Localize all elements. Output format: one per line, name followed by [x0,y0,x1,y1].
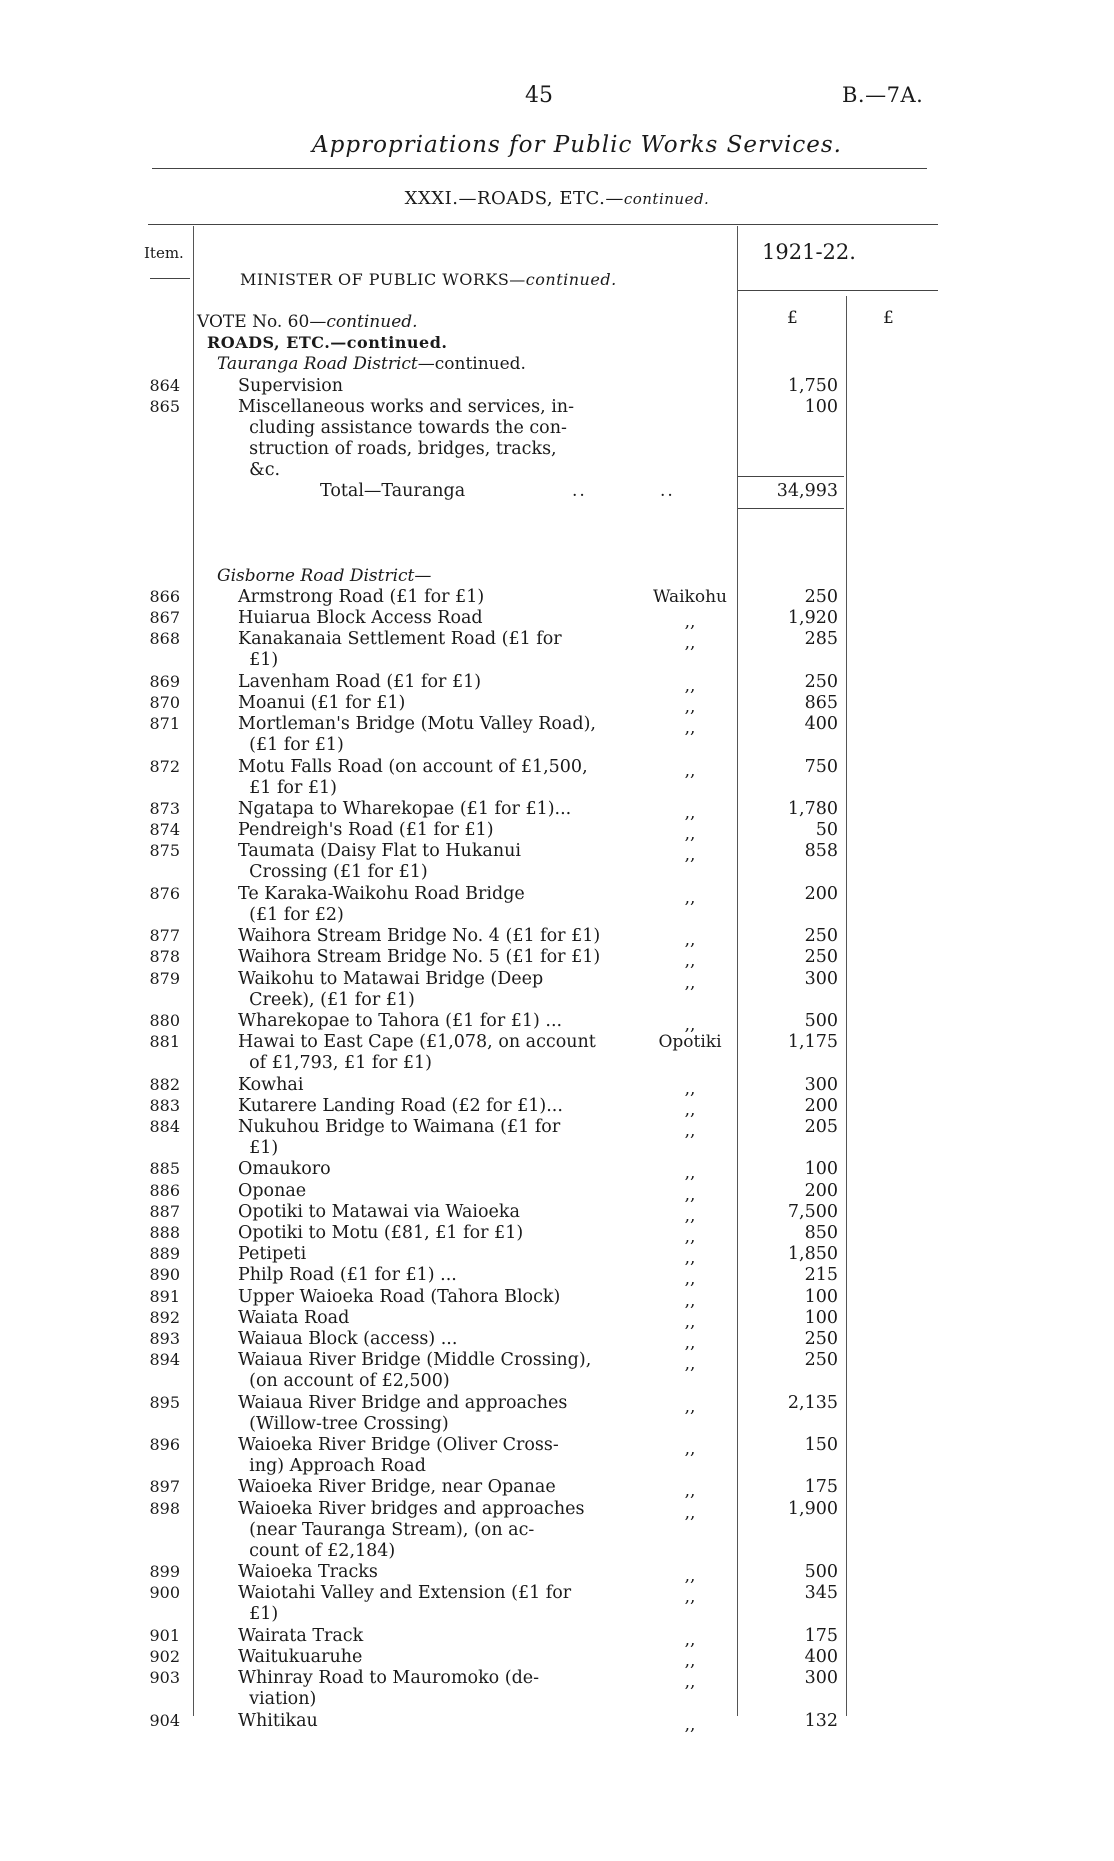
tauranga-total-label: Total—Tauranga [320,481,466,501]
item-description: Supervision [238,376,344,396]
page-title: Appropriations for Public Works Services. [312,132,842,158]
item-column-header: Item. [144,244,184,262]
item-amount: 285 [804,629,838,650]
item-number: 893 [149,1329,180,1348]
item-description: Waiata Road [238,1307,350,1328]
item-county: ,, [684,1248,696,1269]
item-number: 899 [149,1562,180,1582]
item-number: 873 [149,799,180,818]
item-number: 900 [149,1583,180,1603]
item-description: Waiotahi Valley and Extension (£1 for £1) [238,1583,572,1625]
item-description: Upper Waioeka Road (Tahora Block) [238,1286,561,1307]
item-county: ,, [684,1481,696,1502]
item-amount: 1,780 [787,799,838,819]
item-description: Waioeka River Bridge, near Opanae [238,1477,556,1498]
title-rule [152,168,927,169]
item-number: 901 [149,1625,180,1645]
item-number: 871 [149,714,180,734]
item-number: 877 [149,926,180,946]
item-county: ,, [684,1672,696,1693]
item-number: 894 [149,1350,180,1370]
item-description: Waiaua River Bridge and approaches (Willow-tree Crossing) [238,1392,568,1434]
ministry-heading [240,270,617,289]
item-description: Kowhai [238,1074,304,1095]
item-amount: 250 [804,1329,838,1349]
gisborne-district-heading: Gisborne Road District— [217,566,432,586]
item-county: ,, [684,718,696,739]
item-amount: 100 [804,1307,838,1328]
item-county: ,, [684,1099,696,1120]
ministry-title: MINISTER OF PUBLIC WORKS— [240,270,526,289]
item-county: ,, [684,1290,696,1311]
item-description: Pendreigh's Road (£1 for £1) [238,820,494,841]
item-county: ,, [684,1078,696,1099]
item-description: Te Karaka-Waikohu Road Bridge (£1 for £2) [238,883,525,925]
section-continued: continued. [623,190,710,208]
item-number: 876 [149,883,180,903]
tauranga-total-bottom-rule [738,508,844,509]
item-number: 896 [149,1435,180,1454]
item-description: Lavenham Road (£1 for £1) [238,671,482,692]
item-county: ,, [684,1651,696,1671]
item-amount: 400 [804,714,838,735]
item-description: Wairata Track [238,1625,364,1646]
item-county: ,, [684,697,696,717]
item-county: ,, [684,972,696,993]
item-county: ,, [684,1205,696,1226]
item-county: ,, [684,1121,696,1141]
item-number: 879 [149,968,180,988]
currency-symbol-right: £ [883,308,894,328]
item-description: Waioeka River bridges and approaches (near Tauranga Stream), (on ac- count of £2,184) [238,1498,585,1561]
item-county: ,, [684,887,696,908]
item-amount: 1,750 [787,376,838,396]
item-amount: 850 [804,1223,838,1243]
item-county: ,, [684,1269,696,1290]
currency-symbol-left: £ [787,308,798,328]
vote-title: VOTE No. 60— [197,312,327,332]
item-county: ,, [684,824,696,845]
year-underline [738,290,938,291]
item-description: Miscellaneous works and services, in- cluding assistance towards the con- struction of roads, bridges, tracks, &c. [238,397,574,481]
item-number: 880 [149,1011,180,1030]
item-description: Mortleman's Bridge (Motu Valley Road), (£1 for £1) [238,714,596,756]
item-amount: 2,135 [787,1392,838,1413]
item-description: Waioeka River Bridge (Oliver Cross- ing) Approach Road [238,1435,559,1476]
item-amount: 750 [804,756,838,777]
item-description: Wharekopae to Tahora (£1 for £1) ... [238,1011,563,1031]
section-heading [0,188,1114,209]
item-number: 886 [149,1180,180,1200]
item-description: Whinray Road to Mauromoko (de- viation) [238,1668,540,1710]
document-reference: B.—7A. [842,83,924,107]
item-county: ,, [684,1566,696,1587]
item-number: 869 [149,671,180,691]
item-amount: 200 [804,1095,838,1116]
item-number: 903 [149,1668,180,1688]
item-number: 875 [149,841,180,861]
section-title: XXXI.—ROADS, ETC.— [404,188,624,209]
item-county: ,, [684,1227,696,1247]
item-county: ,, [684,1587,696,1608]
item-county: ,, [684,633,696,654]
item-number: 882 [149,1074,180,1094]
item-number: 898 [149,1498,180,1518]
roads-heading: ROADS, ETC.—continued. [207,333,448,352]
item-amount: 175 [804,1625,838,1646]
item-amount: 345 [804,1583,838,1604]
item-description: Ngatapa to Wharekopae (£1 for £1)... [238,799,572,819]
item-county: ,, [684,951,696,972]
vote-heading [197,312,418,332]
item-amount: 150 [804,1435,838,1455]
item-county: ,, [684,845,696,866]
item-description: Philp Road (£1 for £1) ... [238,1265,457,1286]
item-amount: 865 [804,693,838,713]
item-number: 897 [149,1477,180,1497]
item-amount: 500 [804,1011,838,1031]
item-description: Opotiki to Matawai via Waioeka [238,1201,520,1222]
vote-continued: continued. [326,312,418,332]
item-amount: 1,175 [787,1032,838,1053]
item-amount: 100 [804,1286,838,1307]
item-column-divider [193,226,194,1716]
item-description: Oponae [238,1180,307,1201]
item-header-underline [150,278,190,279]
item-number: 892 [149,1307,180,1327]
item-amount: 300 [804,1668,838,1689]
item-amount: 250 [804,587,838,607]
item-county: Opotiki [658,1032,722,1053]
tauranga-total-leader: .. [660,481,675,501]
amount-column-mid-divider [846,296,847,1716]
item-number: 870 [149,693,180,712]
item-description: Kanakanaia Settlement Road (£1 for £1) [238,629,562,671]
item-description: Waioeka Tracks [238,1562,378,1583]
item-amount: 1,850 [787,1244,838,1265]
item-number: 868 [149,629,180,649]
item-description: Whitikau [238,1710,318,1731]
item-county: ,, [684,612,696,633]
item-number: 867 [149,608,180,628]
item-number: 895 [149,1392,180,1412]
item-description: Waitukuaruhe [238,1647,363,1667]
item-county: ,, [684,1015,696,1035]
item-amount: 50 [815,820,838,841]
item-county: ,, [684,1311,696,1332]
item-description: Hawai to East Cape (£1,078, on account of £1,793, £1 for £1) [238,1032,596,1074]
item-amount: 100 [804,1159,838,1180]
item-number: 904 [149,1710,180,1730]
item-number: 888 [149,1223,180,1242]
tauranga-total-rule [738,476,844,477]
item-description: Omaukoro [238,1159,331,1180]
item-amount: 100 [804,397,838,418]
item-description: Taumata (Daisy Flat to Hukanui Crossing (£1 for £1) [238,841,521,883]
tauranga-district-title: Tauranga Road District [217,354,418,374]
item-amount: 175 [804,1477,838,1498]
item-description: Kutarere Landing Road (£2 for £1)... [238,1095,563,1116]
item-description: Waihora Stream Bridge No. 4 (£1 for £1) [238,926,601,947]
item-county: ,, [684,1163,696,1184]
item-description: Waiaua Block (access) ... [238,1329,458,1349]
item-county: ,, [684,1439,696,1459]
item-county: ,, [684,803,696,823]
item-county: ,, [684,1396,696,1417]
item-county: ,, [684,1629,696,1650]
item-amount: 1,900 [787,1498,838,1519]
item-description: Petipeti [238,1244,307,1265]
item-county: Waikohu [652,587,727,607]
item-number: 889 [149,1244,180,1264]
item-number: 884 [149,1117,180,1136]
item-amount: 400 [804,1647,838,1667]
item-amount: 132 [804,1710,838,1731]
item-amount: 250 [804,1350,838,1371]
item-number: 883 [149,1095,180,1115]
fiscal-year-header: 1921-22. [762,240,856,264]
item-description: Motu Falls Road (on account of £1,500, £1 for £1) [238,756,588,798]
item-county: ,, [684,930,696,951]
item-number: 866 [149,587,180,606]
item-description: Nukuhou Bridge to Waimana (£1 for £1) [238,1117,561,1158]
tauranga-district-continued: —continued. [417,354,526,374]
page-number: 45 [525,83,553,108]
item-amount: 250 [804,671,838,692]
tauranga-district-heading [217,354,526,374]
item-amount: 1,920 [787,608,838,629]
item-description: Waihora Stream Bridge No. 5 (£1 for £1) [238,947,601,968]
item-county: ,, [684,1333,696,1353]
tauranga-total-amount: 34,993 [776,481,838,501]
item-amount: 858 [804,841,838,862]
ministry-continued: continued. [525,270,617,289]
tauranga-total-leader: .. [572,481,587,501]
item-amount: 205 [804,1117,838,1137]
item-amount: 500 [804,1562,838,1583]
item-number: 891 [149,1286,180,1306]
item-description: Moanui (£1 for £1) [238,693,406,713]
item-number: 890 [149,1265,180,1285]
item-amount: 7,500 [787,1201,838,1222]
item-number: 874 [149,820,180,840]
item-number: 878 [149,947,180,967]
item-county: ,, [684,1714,696,1735]
item-number: 872 [149,756,180,776]
item-number: 902 [149,1647,180,1666]
item-number: 881 [149,1032,180,1052]
item-county: ,, [684,1354,696,1375]
item-number: 887 [149,1201,180,1221]
item-county: ,, [684,1502,696,1523]
item-amount: 300 [804,1074,838,1095]
item-description: Armstrong Road (£1 for £1) [238,587,485,607]
item-county: ,, [684,760,696,781]
table-top-rule [148,224,938,225]
item-amount: 250 [804,947,838,968]
item-number: 885 [149,1159,180,1179]
item-number: 865 [149,397,180,417]
item-description: Waikohu to Matawai Bridge (Deep Creek), (£1 for £1) [238,968,544,1010]
item-amount: 215 [804,1265,838,1286]
item-county: ,, [684,675,696,696]
item-amount: 300 [804,968,838,989]
item-county: ,, [684,1184,696,1205]
item-amount: 200 [804,883,838,904]
item-description: Waiaua River Bridge (Middle Crossing), (on account of £2,500) [238,1350,592,1392]
item-number: 864 [149,376,180,395]
item-amount: 200 [804,1180,838,1201]
item-description: Opotiki to Motu (£81, £1 for £1) [238,1223,524,1243]
item-amount: 250 [804,926,838,947]
item-description: Huiarua Block Access Road [238,608,483,629]
